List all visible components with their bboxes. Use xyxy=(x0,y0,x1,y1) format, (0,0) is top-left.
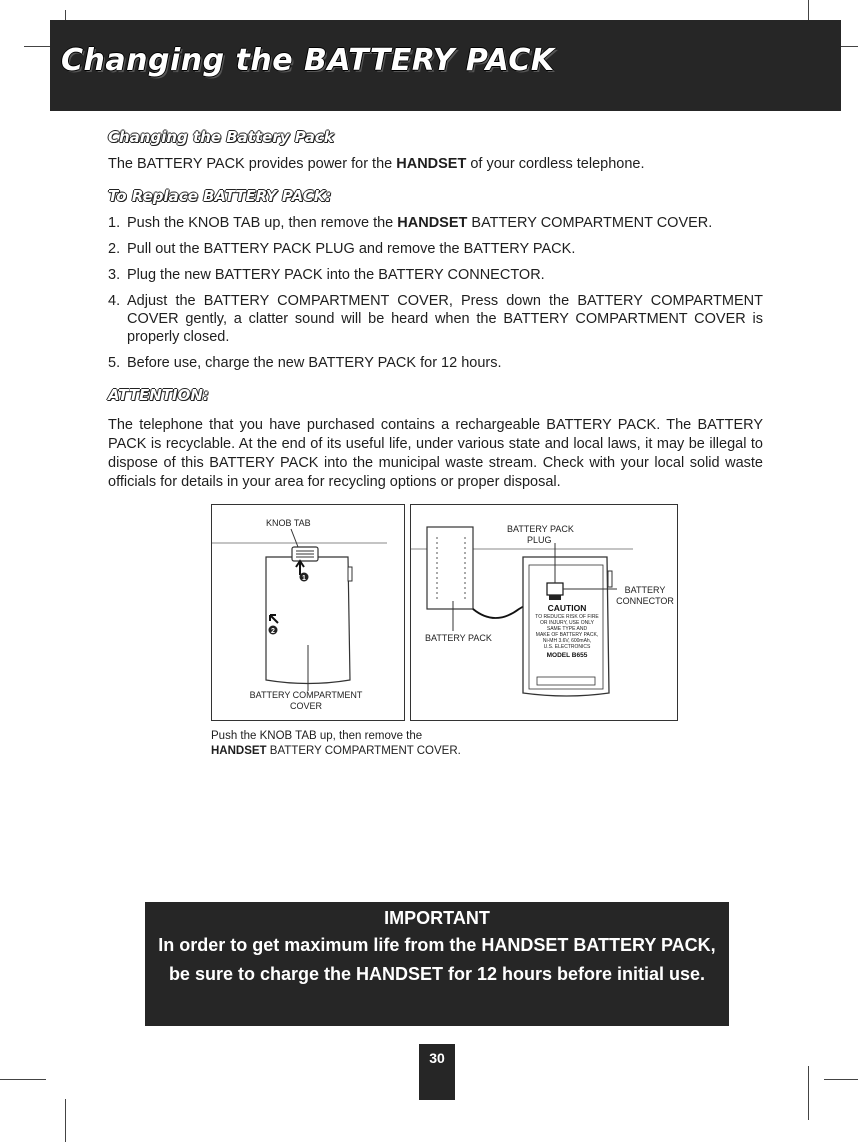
important-body: In order to get maximum life from the HANDSET BATTERY PACK, be sure to charge the HANDSET for 12 hours before initial use. xyxy=(158,935,716,984)
caution-line: U.S. ELECTRONICS xyxy=(543,644,591,650)
step-number: 3. xyxy=(108,267,121,283)
step-number: 4. xyxy=(108,293,121,309)
step-text: Adjust the BATTERY COMPARTMENT COVER, Press down the BATTERY COMPARTMENT COVER gently, a clatter sound will be heard when the BATTERY COMPARTMENT COVER is properly closed. xyxy=(127,293,763,345)
intro-paragraph xyxy=(108,155,763,174)
cover-label-line1: BATTERY COMPARTMENT xyxy=(249,690,363,700)
crop-mark xyxy=(808,0,809,22)
figure-caption xyxy=(211,729,461,758)
plug-label-line1: BATTERY PACK xyxy=(507,524,574,534)
compartment-side-notch xyxy=(608,571,612,587)
plug-label-line2: PLUG xyxy=(527,535,552,545)
caution-line: OR INJURY, USE ONLY xyxy=(540,620,594,626)
crop-mark xyxy=(808,1066,809,1120)
step-item xyxy=(108,214,763,232)
intro-text: The BATTERY PACK provides power for the xyxy=(108,156,397,172)
battery-pack-shape xyxy=(427,527,473,609)
caution-title: CAUTION xyxy=(547,603,587,613)
caution-line: MAKE OF BATTERY PACK, xyxy=(535,632,599,638)
replace-heading: To Replace BATTERY PACK: xyxy=(108,187,332,205)
crop-mark xyxy=(24,46,50,47)
step-text: Before use, charge the new BATTERY PACK for 12 hours. xyxy=(127,355,502,371)
knob-tab-leader xyxy=(291,529,298,547)
model-label: MODEL B655 xyxy=(546,652,588,659)
crop-mark xyxy=(0,1079,46,1080)
step-text: Pull out the BATTERY PACK PLUG and remove the BATTERY PACK. xyxy=(127,241,576,257)
attention-heading: ATTENTION: xyxy=(108,386,209,404)
plug-shape xyxy=(549,595,561,600)
page-title: Changing the BATTERY PACK xyxy=(61,43,555,78)
step-item xyxy=(108,240,763,258)
connector-label-line2: CONNECTOR xyxy=(616,596,674,606)
knob-tab-label: KNOB TAB xyxy=(266,518,311,528)
caution-line: SAME TYPE AND xyxy=(546,626,588,632)
step-text xyxy=(127,214,763,232)
step-badge-1-label: 1 xyxy=(302,575,306,582)
battery-pack-label: BATTERY PACK xyxy=(425,633,492,643)
steps-list xyxy=(108,214,763,372)
connector-label-line1: BATTERY xyxy=(624,585,666,595)
step-text: Plug the new BATTERY PACK into the BATTERY CONNECTOR. xyxy=(127,267,545,283)
caution-line: Ni-MH 3.6V, 600mAh, xyxy=(542,638,592,644)
intro-bold: HANDSET xyxy=(396,156,467,172)
caption-text-end: BATTERY COMPARTMENT COVER. xyxy=(266,744,461,757)
section-heading: Changing the Battery Pack xyxy=(108,128,334,146)
connector-shape xyxy=(547,583,563,595)
important-title: IMPORTANT xyxy=(384,908,490,928)
page-number: 30 xyxy=(419,1044,455,1100)
step-text-start: Push the KNOB TAB up, then remove the xyxy=(127,215,398,231)
caution-line: TO REDUCE RISK OF FIRE xyxy=(535,614,599,620)
crop-mark xyxy=(65,1099,66,1142)
compartment-latch xyxy=(537,677,595,685)
step-badge-2-label: 2 xyxy=(271,628,275,635)
step-item xyxy=(108,354,763,372)
battery-compartment-illustration xyxy=(411,505,677,720)
figure-battery-compartment xyxy=(410,504,678,721)
step-item xyxy=(108,292,763,346)
step-item xyxy=(108,266,763,284)
step-number: 1. xyxy=(108,215,121,231)
step-number: 2. xyxy=(108,241,121,257)
intro-text-end: of your cordless telephone. xyxy=(466,156,645,172)
caption-text: Push the KNOB TAB up, then remove the xyxy=(211,730,423,742)
step-text-end: BATTERY COMPARTMENT COVER. xyxy=(467,215,713,231)
cover-label-line2: COVER xyxy=(289,701,323,711)
step-text-bold: HANDSET xyxy=(397,215,468,231)
handset-cover-illustration xyxy=(212,505,404,720)
crop-mark xyxy=(824,1079,858,1080)
important-box xyxy=(145,902,729,1026)
main-content xyxy=(108,128,763,492)
handset-side-notch xyxy=(348,567,352,581)
figure-handset-cover xyxy=(211,504,405,721)
attention-paragraph: The telephone that you have purchased contains a rechargeable BATTERY PACK. The BATTERY PACK is recyclable. At the end of its useful life, under various state and local laws, it may be illegal to dispose of this BATTERY PACK into the municipal waste stream. Check with your local solid waste officials for details in your area for recycling options or proper disposal. xyxy=(108,417,763,490)
step-number: 5. xyxy=(108,355,121,371)
caption-bold: HANDSET xyxy=(211,744,267,757)
